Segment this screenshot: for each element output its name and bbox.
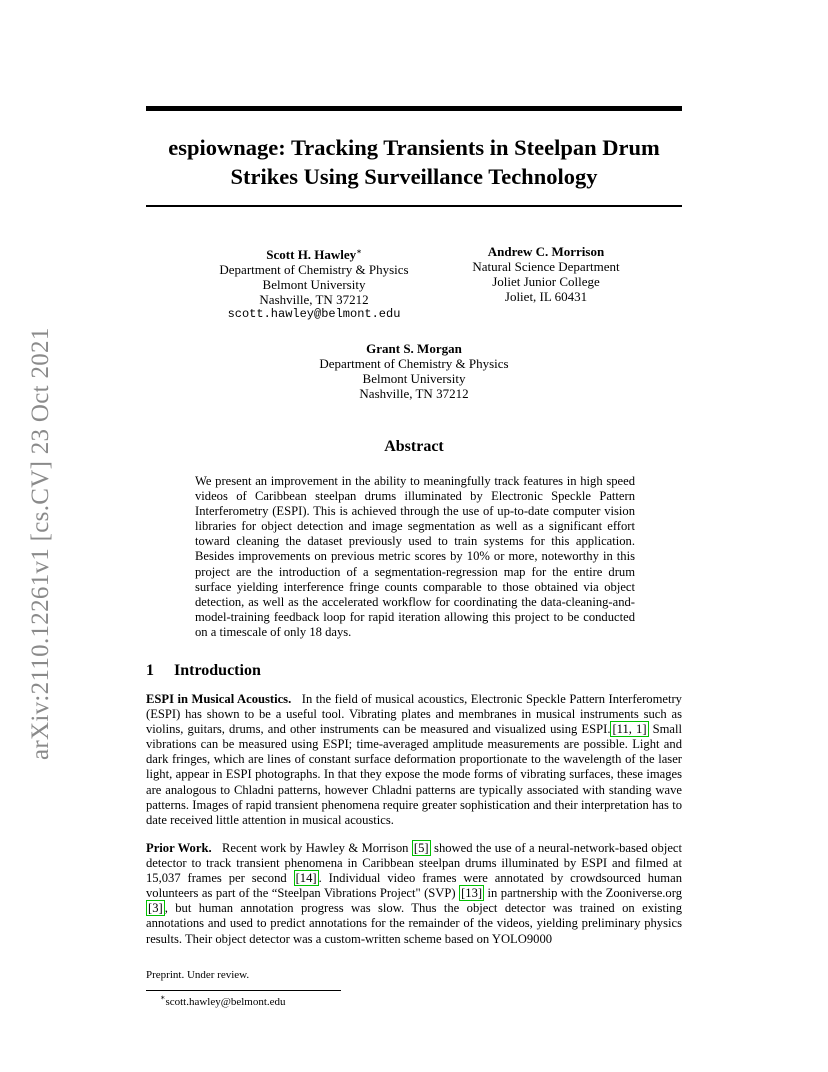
author-affiliation: Belmont University <box>262 277 366 292</box>
author-block-morrison <box>446 244 646 304</box>
title-line-1: espiownage: Tracking Transients in Steelpan Drum <box>168 135 660 160</box>
citation-link[interactable]: [11, 1] <box>612 722 647 737</box>
section-title: Introduction <box>174 662 261 679</box>
preprint-note: Preprint. Under review. <box>146 969 250 981</box>
section-number: 1 <box>146 662 154 679</box>
footnote <box>160 993 286 1008</box>
author-affiliation: Department of Chemistry & Physics <box>319 356 509 371</box>
author-affiliation: Belmont University <box>362 371 466 386</box>
section-heading-introduction <box>146 662 261 680</box>
author-email: scott.hawley@belmont.edu <box>227 307 401 321</box>
citation-link[interactable]: [3] <box>148 901 163 916</box>
arxiv-sidebar-stamp: arXiv:2110.12261v1 [cs.CV] 23 Oct 2021 <box>27 327 54 760</box>
author-affiliation: Nashville, TN 37212 <box>259 292 369 307</box>
title-bottom-rule <box>146 205 682 207</box>
abstract-text: We present an improvement in the ability to meaningfully track features in high speed videos of Caribbean steelpan drums illuminated by Electronic Speckle Pattern Interferometry (ESPI). This is achieved through the use of up-to-date computer vision libraries for object detection and image segmentation as well as a significant effort toward cleaning the dataset previously used to train systems for this application. Besides improvements on previous metric scores by 10% or more, noteworthy in this project are the introduction of a segmentation-regression map for the entire drum surface yielding interference fringe counts comparable to those obtained via object detection, as well as the accelerated workflow for coordinating the data-cleaning-and-model-training feedback loop for rapid iteration allowing this project to be conducted on a timescale of only 18 days. <box>195 474 635 639</box>
paragraph-text: in partnership with the Zooniverse.org <box>484 886 682 901</box>
author-affiliation: Joliet Junior College <box>492 274 600 289</box>
author-name: Scott H. Hawley∗ <box>266 247 362 262</box>
paragraph-text: Recent work by Hawley & Morrison <box>221 841 412 855</box>
paragraph-lead: Prior Work. <box>146 841 212 855</box>
paragraph-espi-musical-acoustics <box>146 692 682 828</box>
paragraph-prior-work <box>146 841 682 947</box>
author-name: Grant S. Morgan <box>366 341 462 356</box>
paper-title <box>146 133 682 191</box>
paragraph-lead: ESPI in Musical Acoustics. <box>146 692 292 706</box>
paragraph-text: showed the use of a neural-network-based object detector to track transient phenomena in Caribbean steelpan drums illuminated by ESPI and filmed at 15,037 frames per second <box>146 841 683 886</box>
author-name: Andrew C. Morrison <box>487 244 605 259</box>
author-block-morgan <box>296 341 532 401</box>
footnote-marker: ∗ <box>160 993 166 1002</box>
title-line-2: Strikes Using Surveillance Technology <box>230 164 598 189</box>
author-affiliation: Department of Chemistry & Physics <box>219 262 409 277</box>
footnote-rule <box>146 990 341 991</box>
paragraph-text: In the field of musical acoustics, Electronic Speckle Pattern Interferometry (ESPI) has shown to be a useful tool. Vibrating plates and membranes in musical instruments such as violins, guitars, drums, and other instruments can be measured and visualized using ESPI. <box>146 692 682 737</box>
footnote-text: scott.hawley@belmont.edu <box>165 996 286 1008</box>
citation-link[interactable]: [14] <box>295 871 317 886</box>
title-top-rule <box>146 106 682 111</box>
author-affiliation: Joliet, IL 60431 <box>504 289 588 304</box>
footnote-marker: ∗ <box>356 247 362 256</box>
author-block-hawley <box>196 244 432 322</box>
author-affiliation: Natural Science Department <box>472 259 620 274</box>
citation-link[interactable]: [5] <box>413 841 429 855</box>
abstract-heading: Abstract <box>384 438 444 455</box>
paragraph-text: , but human annotation progress was slow. Thus the object detector was trained on existing annotations and used to predict annotations for the remainder of the videos, yielding preliminary physics results. Their object detector was a custom-written scheme based on YOLO9000 <box>146 901 682 946</box>
citation-link[interactable]: [13] <box>461 886 483 901</box>
author-affiliation: Nashville, TN 37212 <box>359 386 469 401</box>
paragraph-text: . Individual video frames were annotated by crowdsourced human volunteers as part of the “Steelpan Vibrations Project" (SVP) <box>146 871 682 901</box>
paragraph-text: Small vibrations can be measured using ESPI; time-averaged amplitude measurements are possible. Light and dark fringes, which are lines of constant surface deformation proportionate to the wavelength of the laser light, appear in ESPI photographs. In that they expose the mode forms of vibrating surfaces, these images are analogous to Chladni patterns, however Chladni patterns are typically associated with standing wave patterns. Images of rapid transient phenomena require greater sophistication and their interpretation has to date received little attention in musical acoustics. <box>146 722 682 827</box>
